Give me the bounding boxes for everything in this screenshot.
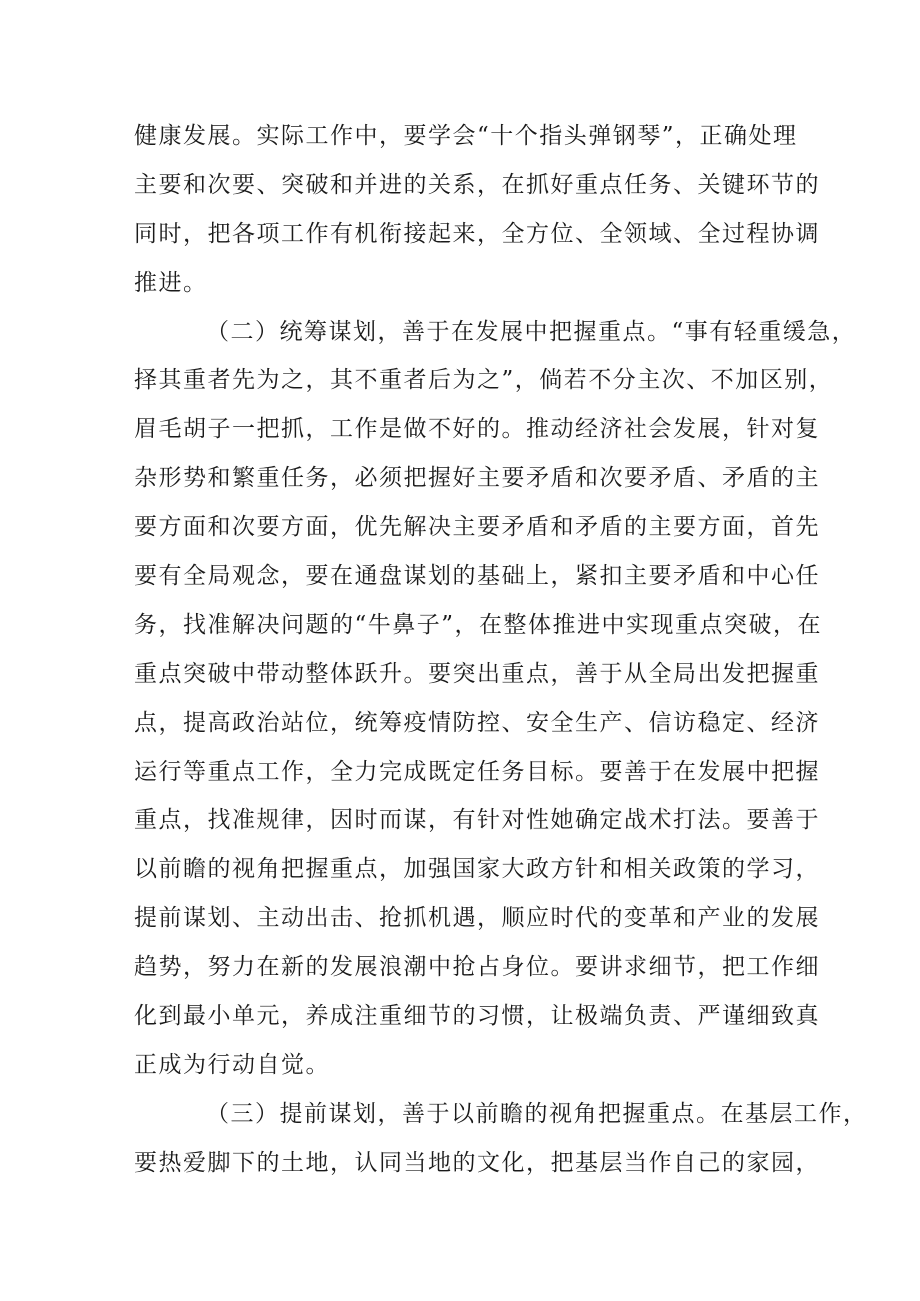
text-line: 杂形势和繁重任务，必须把握好主要矛盾和次要矛盾、矛盾的主 (134, 465, 820, 492)
paragraph-continuation (134, 112, 820, 308)
document-body (134, 112, 868, 1188)
text-line: 务，找准解决问题的“牛鼻子”，在整体推进中实现重点突破，在 (134, 611, 823, 638)
text-line: 点，提高政治站位，统筹疫情防控、安全生产、信访稳定、经济 (134, 709, 820, 736)
text-line: 运行等重点工作，全力完成既定任务目标。要善于在发展中把握 (134, 758, 820, 785)
text-line: 重点突破中带动整体跃升。要突出重点，善于从全局出发把握重 (134, 660, 820, 687)
text-line: 健康发展。实际工作中，要学会“十个指头弹钢琴”，正确处理 (134, 123, 798, 149)
text-line: 提前谋划、主动出击、抢抓机遇，顺应时代的变革和产业的发展 (134, 905, 820, 932)
text-line: 要有全局观念，要在通盘谋划的基础上，紧扣主要矛盾和中心任 (134, 563, 820, 590)
text-line: 推进。 (134, 269, 208, 296)
text-line: 主要和次要、突破和并进的关系，在抓好重点任务、关键环节的 (134, 171, 820, 198)
text-line: 眉毛胡子一把抓，工作是做不好的。推动经济社会发展，针对复 (134, 416, 820, 443)
text-line: 要热爱脚下的土地，认同当地的文化，把基层当作自己的家园， (134, 1149, 820, 1176)
text-line: 正成为行动自觉。 (134, 1051, 330, 1078)
paragraph-section-3 (134, 1090, 868, 1188)
text-line: 化到最小单元，养成注重细节的习惯，让极端负责、严谨细致真 (134, 1003, 820, 1030)
paragraph-section-2 (134, 308, 857, 1090)
text-line: 重点，找准规律，因时而谋，有针对性她确定战术打法。要善于 (134, 807, 820, 834)
text-line: 择其重者先为之，其不重者后为之”，倘若不分主次、不加区别， (134, 367, 834, 394)
text-line: 同时，把各项工作有机衔接起来，全方位、全领域、全过程协调 (134, 220, 820, 247)
text-line: 要方面和次要方面，优先解决主要矛盾和矛盾的主要方面，首先 (134, 514, 820, 541)
text-line: 以前瞻的视角把握重点，加强国家大政方针和相关政策的学习， (134, 856, 820, 883)
text-line: （二）统筹谋划，善于在发展中把握重点。“事有轻重缓急， (206, 318, 857, 345)
text-line: 趋势，努力在新的发展浪潮中抢占身位。要讲求细节，把工作细 (134, 954, 820, 981)
text-line: （三）提前谋划，善于以前瞻的视角把握重点。在基层工作， (206, 1100, 868, 1127)
